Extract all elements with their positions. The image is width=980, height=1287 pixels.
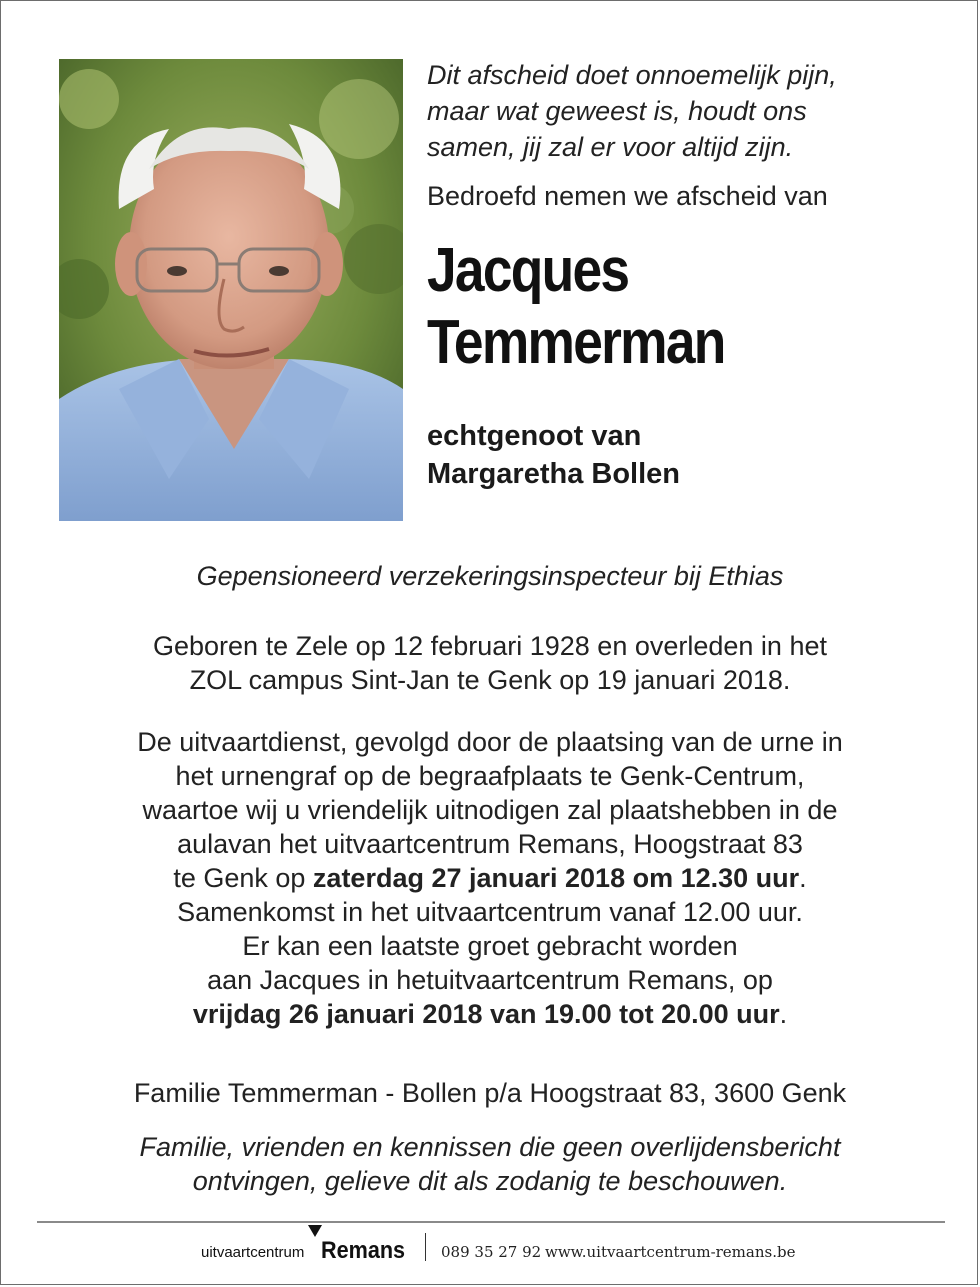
footer-separator: [425, 1233, 426, 1261]
service-date-line: [31, 861, 949, 895]
service-info: [31, 725, 949, 1031]
family-address-text: Familie Temmerman - Bollen p/a Hoogstraat 83, 3600 Genk: [133, 1078, 847, 1108]
notice-line: Familie, vrienden en kennissen die geen overlijdensbericht: [139, 1132, 841, 1162]
footer-divider: [37, 1221, 945, 1223]
visitation-date-suffix: .: [779, 999, 788, 1029]
spouse-relation: echtgenoot van: [427, 420, 642, 452]
birth-death-info: [31, 629, 949, 697]
service-line: Er kan een laatste groet gebracht worden: [242, 931, 738, 961]
last-name: Temmerman: [427, 308, 725, 377]
spouse-info: [427, 417, 947, 493]
profession: [31, 559, 949, 593]
poem: [427, 57, 947, 165]
service-date: zaterdag 27 januari 2018 om 12.30 uur: [312, 863, 800, 893]
service-date-suffix: .: [799, 863, 807, 893]
profession-text: Gepensioneerd verzekeringsinspecteur bij Ethias: [196, 561, 784, 591]
footer: [1, 1237, 979, 1267]
phone-number: 089 35 27 92: [441, 1243, 542, 1261]
brand-prefix: uitvaartcentrum: [201, 1244, 305, 1261]
service-line: waartoe wij u vriendelijk uitnodigen zal plaatshebben in de: [142, 795, 838, 825]
header-column: [427, 57, 947, 493]
poem-line: maar wat geweest is, houdt ons: [427, 96, 807, 126]
intro-text: Bedroefd nemen we afscheid van: [427, 181, 828, 211]
service-line: Samenkomst in het uitvaartcentrum vanaf 12.00 uur.: [177, 897, 803, 927]
visitation-date-line: [31, 997, 949, 1031]
spouse-name: Margaretha Bollen: [427, 458, 680, 490]
visitation-date: vrijdag 26 januari 2018 van 19.00 tot 20.00 uur: [192, 999, 780, 1029]
poem-line: samen, jij zal er voor altijd zijn.: [427, 132, 794, 162]
notice-line: ontvingen, gelieve dit als zodanig te beschouwen.: [192, 1166, 788, 1196]
birth-line: ZOL campus Sint-Jan te Genk op 19 januari 2018.: [189, 665, 791, 695]
triangle-marker-icon: [308, 1225, 322, 1237]
deceased-name: [427, 235, 874, 379]
notice: [31, 1130, 949, 1198]
service-line: aulavan het uitvaartcentrum Remans, Hoogstraat 83: [177, 829, 803, 859]
service-line: aan Jacques in hetuitvaartcentrum Remans, op: [207, 965, 773, 995]
first-name: Jacques: [427, 236, 629, 305]
brand-name: Remans: [321, 1237, 406, 1264]
service-line: het urnengraf op de begraafplaats te Genk-Centrum,: [175, 761, 805, 791]
birth-line: Geboren te Zele op 12 februari 1928 en overleden in het: [153, 631, 827, 661]
portrait-photo: [59, 59, 403, 521]
family-address: [31, 1076, 949, 1110]
website-link[interactable]: www.uitvaartcentrum-remans.be: [545, 1243, 796, 1261]
service-line: De uitvaartdienst, gevolgd door de plaatsing van de urne in: [137, 727, 843, 757]
service-date-prefix: te Genk op: [173, 863, 313, 893]
portrait-illustration: [59, 59, 403, 521]
poem-line: Dit afscheid doet onnoemelijk pijn,: [427, 60, 837, 90]
